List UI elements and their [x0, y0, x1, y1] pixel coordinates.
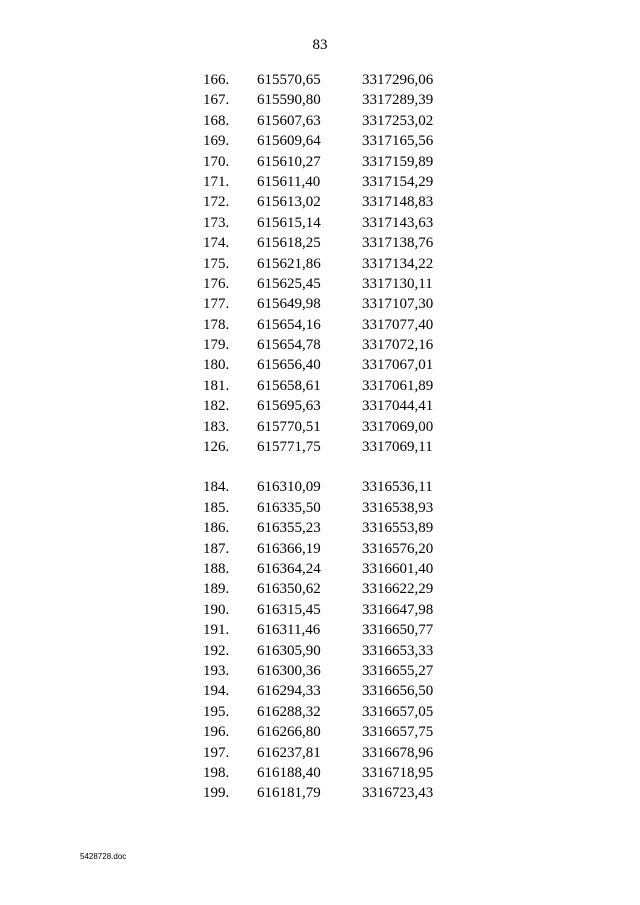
coordinate-group: [0, 477, 640, 803]
point-number: 169.: [203, 133, 230, 150]
point-number: 193.: [203, 662, 230, 679]
y-coordinate: 3317289,39: [362, 92, 434, 109]
y-coordinate: 3316678,96: [362, 744, 434, 761]
y-coordinate: 3316718,95: [362, 764, 434, 781]
x-coordinate: 615654,78: [257, 337, 321, 354]
point-number: 190.: [203, 601, 230, 618]
point-number: 167.: [203, 92, 230, 109]
table-row: [0, 539, 640, 559]
x-coordinate: 615610,27: [257, 153, 321, 170]
x-coordinate: 616237,81: [257, 744, 321, 761]
table-row: [0, 417, 640, 437]
table-row: [0, 498, 640, 518]
table-row: [0, 192, 640, 212]
table-row: [0, 131, 640, 151]
x-coordinate: 616266,80: [257, 724, 321, 741]
x-coordinate: 616294,33: [257, 683, 321, 700]
table-row: [0, 254, 640, 274]
x-coordinate: 616288,32: [257, 703, 321, 720]
table-row: [0, 518, 640, 538]
table-row: [0, 70, 640, 90]
table-row: [0, 294, 640, 314]
point-number: 184.: [203, 479, 230, 496]
table-row: [0, 90, 640, 110]
x-coordinate: 616311,46: [257, 622, 321, 639]
page-number: 83: [312, 37, 328, 53]
table-row: [0, 233, 640, 253]
point-number: 181.: [203, 377, 230, 394]
point-number: 188.: [203, 560, 230, 577]
point-number: 170.: [203, 153, 230, 170]
y-coordinate: 3317134,22: [362, 255, 434, 272]
y-coordinate: 3317069,11: [362, 439, 433, 456]
point-number: 171.: [203, 173, 230, 190]
table-row: [0, 763, 640, 783]
x-coordinate: 615613,02: [257, 194, 321, 211]
table-row: [0, 579, 640, 599]
y-coordinate: 3316653,33: [362, 642, 434, 659]
point-number: 176.: [203, 275, 230, 292]
x-coordinate: 615615,14: [257, 214, 321, 231]
y-coordinate: 3317143,63: [362, 214, 434, 231]
y-coordinate: 3317165,56: [362, 133, 434, 150]
x-coordinate: 616364,24: [257, 560, 321, 577]
x-coordinate: 615770,51: [257, 418, 321, 435]
x-coordinate: 616355,23: [257, 520, 321, 537]
point-number: 168.: [203, 112, 230, 129]
point-number: 172.: [203, 194, 230, 211]
point-number: 195.: [203, 703, 230, 720]
table-row: [0, 600, 640, 620]
point-number: 174.: [203, 235, 230, 252]
y-coordinate: 3316538,93: [362, 499, 434, 516]
table-row: [0, 376, 640, 396]
x-coordinate: 615570,65: [257, 72, 321, 88]
x-coordinate: 615625,45: [257, 275, 321, 292]
y-coordinate: 3317138,76: [362, 235, 434, 252]
y-coordinate: 3317069,00: [362, 418, 434, 435]
y-coordinate: 3316647,98: [362, 601, 434, 618]
y-coordinate: 3317130,11: [362, 275, 433, 292]
y-coordinate: 3316656,50: [362, 683, 434, 700]
point-number: 179.: [203, 337, 230, 354]
table-row: [0, 641, 640, 661]
coordinate-group: [0, 70, 640, 457]
x-coordinate: 616181,79: [257, 785, 321, 802]
y-coordinate: 3316650,77: [362, 622, 434, 639]
table-row: [0, 743, 640, 763]
y-coordinate: 3317061,89: [362, 377, 434, 394]
point-number: 175.: [203, 255, 230, 272]
x-coordinate: 615621,86: [257, 255, 321, 272]
footer-filename: 5428728.doc: [80, 852, 127, 861]
point-number: 187.: [203, 540, 230, 557]
x-coordinate: 615611,40: [257, 173, 321, 190]
y-coordinate: 3317159,89: [362, 153, 434, 170]
y-coordinate: 3317107,30: [362, 296, 434, 313]
point-number: 186.: [203, 520, 230, 537]
x-coordinate: 616300,36: [257, 662, 321, 679]
table-row: [0, 681, 640, 701]
table-row: [0, 152, 640, 172]
x-coordinate: 616310,09: [257, 479, 321, 496]
y-coordinate: 3316622,29: [362, 581, 434, 598]
y-coordinate: 3317154,29: [362, 173, 434, 190]
y-coordinate: 3317253,02: [362, 112, 434, 129]
point-number: 182.: [203, 398, 230, 415]
x-coordinate: 615618,25: [257, 235, 321, 252]
point-number: 166.: [203, 72, 230, 88]
y-coordinate: 3317077,40: [362, 316, 434, 333]
y-coordinate: 3317296,06: [362, 72, 434, 88]
x-coordinate: 616305,90: [257, 642, 321, 659]
table-row: [0, 315, 640, 335]
y-coordinate: 3316553,89: [362, 520, 434, 537]
x-coordinate: 616315,45: [257, 601, 321, 618]
x-coordinate: 615649,98: [257, 296, 321, 313]
x-coordinate: 616366,19: [257, 540, 321, 557]
table-row: [0, 111, 640, 131]
table-row: [0, 620, 640, 640]
y-coordinate: 3316657,05: [362, 703, 434, 720]
x-coordinate: 615654,16: [257, 316, 321, 333]
y-coordinate: 3316655,27: [362, 662, 434, 679]
x-coordinate: 616350,62: [257, 581, 321, 598]
table-row: [0, 437, 640, 457]
point-number: 192.: [203, 642, 230, 659]
point-number: 194.: [203, 683, 230, 700]
y-coordinate: 3317044,41: [362, 398, 434, 415]
x-coordinate: 616188,40: [257, 764, 321, 781]
point-number: 198.: [203, 764, 230, 781]
point-number: 196.: [203, 724, 230, 741]
table-row: [0, 396, 640, 416]
table-row: [0, 355, 640, 375]
point-number: 197.: [203, 744, 230, 761]
table-row: [0, 274, 640, 294]
x-coordinate: 616335,50: [257, 499, 321, 516]
point-number: 191.: [203, 622, 230, 639]
table-row: [0, 172, 640, 192]
point-number: 189.: [203, 581, 230, 598]
point-number: 126.: [203, 439, 230, 456]
x-coordinate: 615656,40: [257, 357, 321, 374]
x-coordinate: 615607,63: [257, 112, 321, 129]
y-coordinate: 3317072,16: [362, 337, 434, 354]
y-coordinate: 3316723,43: [362, 785, 434, 802]
x-coordinate: 615609,64: [257, 133, 321, 150]
y-coordinate: 3316601,40: [362, 560, 434, 577]
y-coordinate: 3316536,11: [362, 479, 433, 496]
table-row: [0, 477, 640, 497]
point-number: 185.: [203, 499, 230, 516]
table-row: [0, 722, 640, 742]
point-number: 177.: [203, 296, 230, 313]
y-coordinate: 3316576,20: [362, 540, 434, 557]
y-coordinate: 3317067,01: [362, 357, 434, 374]
point-number: 178.: [203, 316, 230, 333]
point-number: 180.: [203, 357, 230, 374]
point-number: 183.: [203, 418, 230, 435]
coordinate-table: [0, 70, 640, 804]
point-number: 199.: [203, 785, 230, 802]
x-coordinate: 615771,75: [257, 439, 321, 456]
x-coordinate: 615658,61: [257, 377, 321, 394]
table-row: [0, 335, 640, 355]
y-coordinate: 3317148,83: [362, 194, 434, 211]
point-number: 173.: [203, 214, 230, 231]
table-row: [0, 213, 640, 233]
x-coordinate: 615695,63: [257, 398, 321, 415]
table-row: [0, 559, 640, 579]
table-row: [0, 661, 640, 681]
table-row: [0, 783, 640, 803]
x-coordinate: 615590,80: [257, 92, 321, 109]
table-row: [0, 702, 640, 722]
y-coordinate: 3316657,75: [362, 724, 434, 741]
